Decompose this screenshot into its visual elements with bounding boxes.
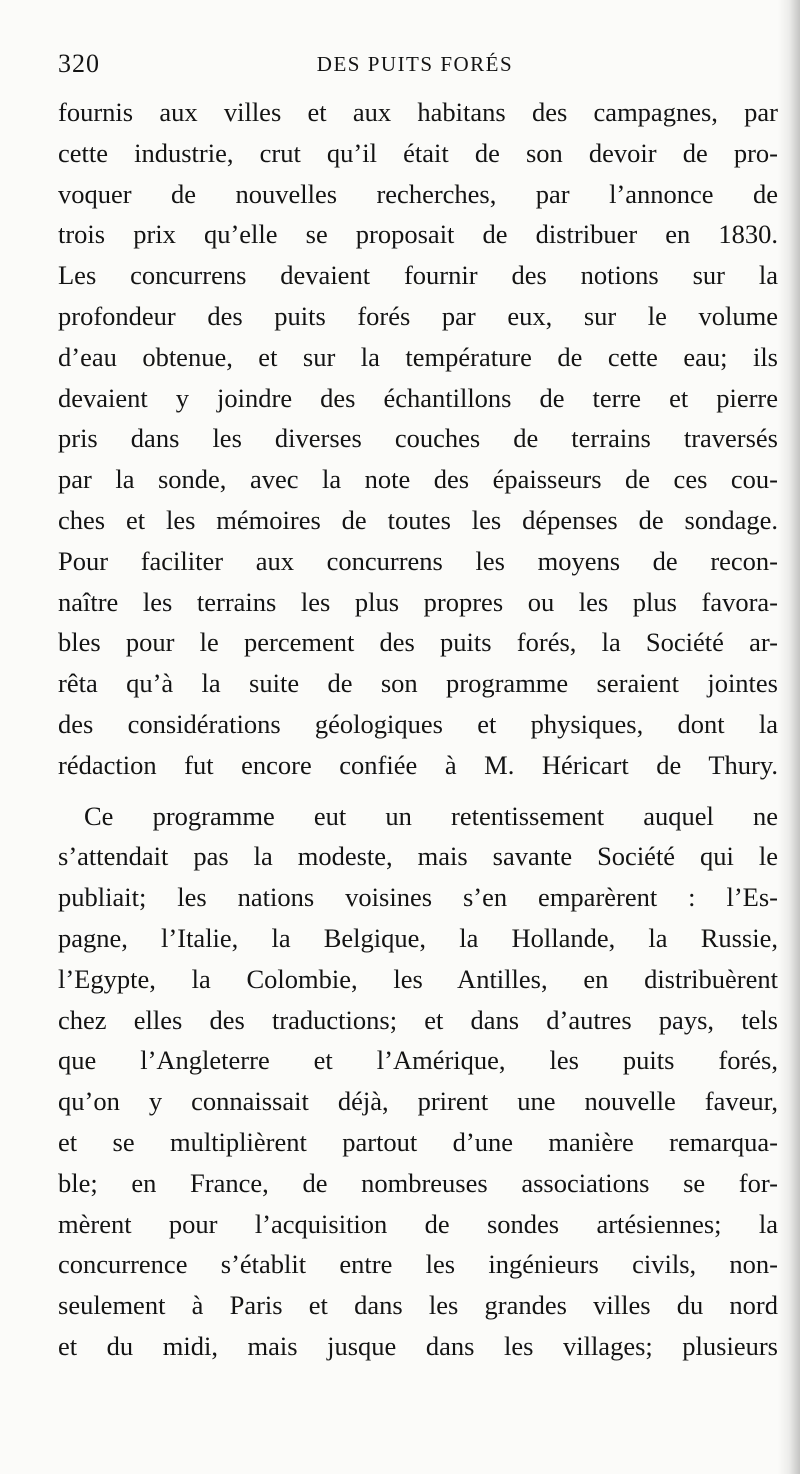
text-line: chez elles des traductions; et dans d’autres pays, tels (58, 1004, 778, 1035)
text-line: bles pour le percement des puits forés, la Société ar- (58, 627, 778, 658)
text-line: et se multiplièrent partout d’une manière remarqua- (58, 1126, 778, 1157)
text-line: mèrent pour l’acquisition de sondes artésiennes; la (58, 1208, 778, 1239)
text-line: ble; en France, de nombreuses associations se for- (58, 1167, 778, 1198)
text-line: l’Egypte, la Colombie, les Antilles, en distribuèrent (58, 963, 778, 994)
text-line: d’eau obtenue, et sur la température de cette eau; ils (58, 341, 778, 372)
text-line: rêta qu’à la suite de son programme seraient jointes (58, 668, 778, 699)
text-line: ches et les mémoires de toutes les dépenses de sondage. (58, 504, 778, 535)
text-line: devaient y joindre des échantillons de terre et pierre (58, 382, 778, 413)
text-line: trois prix qu’elle se proposait de distribuer en 1830. (58, 219, 778, 250)
text-line: pagne, l’Italie, la Belgique, la Hollande, la Russie, (58, 922, 778, 953)
text-line: cette industrie, crut qu’il était de son devoir de pro- (58, 137, 778, 168)
text-line: fournis aux villes et aux habitans des campagnes, par (58, 97, 778, 127)
paragraph-2 (58, 796, 778, 1367)
text-line: Les concurrens devaient fournir des notions sur la (58, 260, 778, 291)
spine-shadow (778, 0, 800, 1474)
text-line: voquer de nouvelles recherches, par l’annonce de (58, 178, 778, 209)
running-title: DES PUITS FORÉS (316, 52, 514, 76)
paragraph-1 (58, 92, 778, 786)
text-line: pris dans les diverses couches de terrains traversés (58, 423, 778, 454)
text-line: par la sonde, avec la note des épaisseurs de ces cou- (58, 464, 778, 495)
body-text (58, 92, 778, 1367)
text-line: que l’Angleterre et l’Amérique, les puits forés, (58, 1045, 778, 1076)
page-number: 320 (58, 49, 100, 78)
running-head (58, 44, 772, 84)
text-line: Ce programme eut un retentissement auquel ne (84, 800, 778, 831)
text-line: et du midi, mais jusque dans les villages; plusieurs (58, 1330, 778, 1361)
text-line: concurrence s’établit entre les ingénieurs civils, non- (58, 1249, 778, 1280)
paragraph-gap (58, 786, 778, 796)
text-line: naître les terrains les plus propres ou les plus favora- (58, 586, 778, 617)
text-line: des considérations géologiques et physiques, dont la (58, 708, 778, 739)
text-line: rédaction fut encore confiée à M. Héricart de Thury. (58, 749, 778, 780)
text-line: seulement à Paris et dans les grandes villes du nord (58, 1290, 778, 1321)
text-line: profondeur des puits forés par eux, sur le volume (58, 300, 778, 331)
text-line: publiait; les nations voisines s’en emparèrent : l’Es- (58, 882, 778, 913)
text-line: s’attendait pas la modeste, mais savante Société qui le (58, 841, 778, 872)
text-line: qu’on y connaissait déjà, prirent une nouvelle faveur, (58, 1086, 778, 1117)
text-line: Pour faciliter aux concurrens les moyens de recon- (58, 545, 778, 576)
